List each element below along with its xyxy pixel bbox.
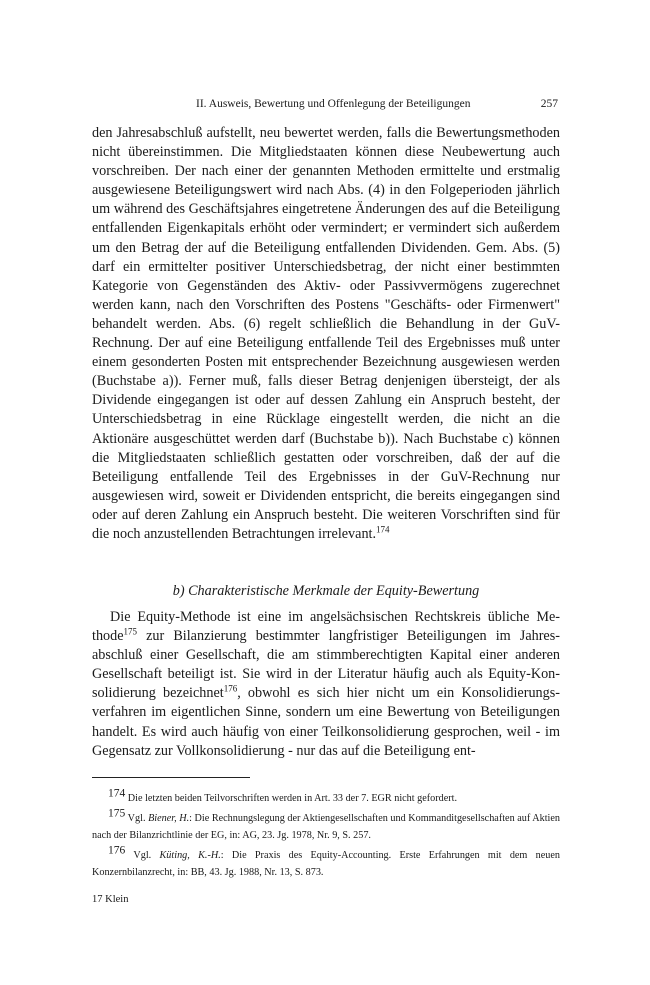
footnote-ref[interactable]: 176 — [223, 683, 238, 694]
footnote-text: : Die Praxis des Equity-Accounting. Erste Erfahrungen mit dem neuen Konzernbilanzrecht, in: BB, 43. Jg. 1988, Nr. 13, S. 873. — [92, 850, 560, 878]
footnote-prefix: Vgl. — [127, 813, 149, 824]
paragraph-continuation — [92, 124, 560, 544]
footnote-divider — [92, 777, 250, 778]
running-head — [196, 97, 558, 111]
running-title: II. Ausweis, Bewertung und Offenlegung der Beteiligungen — [196, 98, 471, 110]
footnote — [92, 807, 560, 844]
paragraph-text: zur Bilanzierung bestimmter langfristiger Beteiligungen im Jahresabschluß einer Gesellschaft, die am stimmberechtigten Kapital einer anderen Gesellschaft beteiligt ist. Sie wird in der Literatur häufig auch als Equity-Konsolidierung bezeichnet — [92, 628, 560, 702]
paragraph-text: Die Equity-Methode ist eine im angelsächsischen Rechtskreis übliche Methode — [92, 609, 560, 645]
footnotes — [92, 787, 560, 884]
footnote — [92, 844, 560, 881]
paragraph-text: den Jahresabschluß aufstellt, neu bewertet werden, falls die Bewertungsmethoden nicht übereinstimmen. Die Mitgliedstaaten können diese Neubewertung auch vorschreiben. Der nach einer der genannten Methoden ermittelte und erstmalig ausgewiesene Beteiligungswert wird nach Abs. (4) in den Folgeperioden jährlich um während des Geschäftsjahres eingetretene Änderungen des auf die Beteiligung entfallenden Eigenkapitals erhöht oder vermindert; er vermindert sich außerdem um den Betrag der auf die Beteiligung entfallenden Dividenden. Gem. Abs. (5) darf ein ermittelter positiver Unterschiedsbetrag, der nicht einer bestimmten Kategorie von Gegenständen des Aktiv- oder Passivvermögens zugerechnet werden kann, nach den Vorschriften des Postens "Geschäfts- oder Firmenwert" behandelt werden. Abs. (6) regelt schließlich die Behandlung in der GuV-Rechnung. Der auf eine Beteiligung entfallende Teil des Ergebnisses muß unter einem gesonderten Posten mit entsprechender Bezeichnung ausgewiesen werden (Buchstabe a)). Ferner muß, falls dieser Betrag denjenigen übersteigt, der als Dividende eingegangen ist oder auf dessen Zahlung ein Anspruch besteht, der Unterschiedsbetrag in eine Rücklage eingestellt werden, die nicht an die Aktionäre ausgeschüttet werden darf (Buchstabe b)). Nach Buchstabe c) können die Mitgliedstaaten schließlich gestatten oder vorschreiben, daß der auf die Beteiligung entfallende Teil des Ergebnisses in der GuV-Rechnung nur ausgewiesen wird, soweit er Dividenden entspricht, die bereits eingegangen sind oder auf deren Zahlung ein Anspruch besteht. Die weiteren Vorschriften sind für die noch anzustellenden Betrachtungen irrelevant. — [92, 125, 560, 542]
footnote-prefix: Vgl. — [133, 850, 160, 861]
section-heading: b) Charakteristische Merkmale der Equity-Bewertung — [172, 583, 480, 599]
footnote-number: 174 — [108, 787, 126, 800]
footnote-number: 176 — [108, 844, 126, 857]
footnote-ref[interactable]: 174 — [376, 524, 390, 535]
page-number: 257 — [540, 98, 558, 110]
paragraph-equity-method — [92, 608, 560, 761]
footnote-text: Die letzten beiden Teilvorschriften werden in Art. 33 der 7. EGR nicht gefordert. — [127, 793, 458, 804]
paragraph-text: , obwohl es sich hier nicht um ein Konsolidierungsverfahren im eigentlichen Sinne, sondern um eine Bewertung von Beteiligungen handelt. Es wird auch häufig von einer Teilkonsolidierung gesprochen, weil - im Gegensatz zur Vollkonsolidierung - nur das auf die Beteiligung ent- — [92, 685, 560, 759]
footnote — [92, 787, 560, 807]
signature-mark: 17 Klein — [92, 894, 129, 905]
footnote-author: Küting, K.-H. — [159, 850, 221, 861]
footnote-ref[interactable]: 175 — [123, 626, 138, 637]
footnote-author: Biener, H. — [148, 813, 190, 824]
footnote-text: : Die Rechnungslegung der Aktiengesellschaften und Kommanditgesellschaften auf Aktien nach der Bilanzrichtlinie der EG, in: AG, 23. Jg. 1978, Nr. 9, S. 257. — [92, 813, 560, 841]
footnote-number: 175 — [108, 807, 126, 820]
